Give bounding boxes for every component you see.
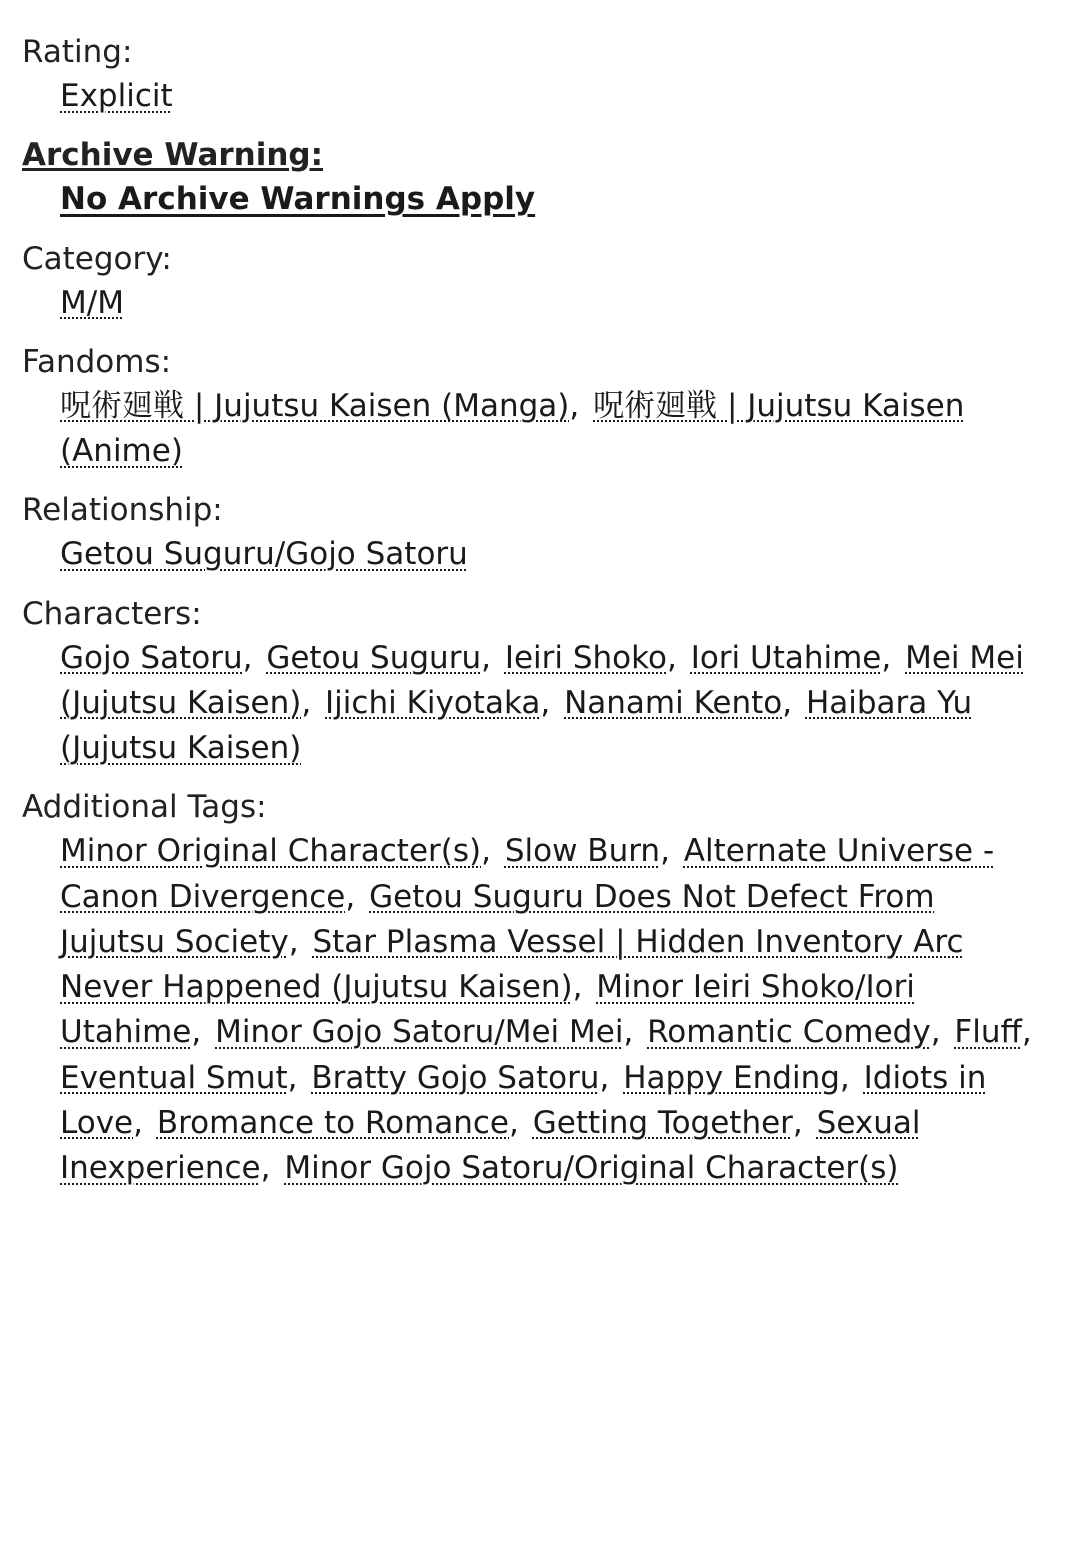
tag-separator: , [287, 1059, 302, 1096]
tag-separator: , [191, 1014, 206, 1051]
tag-link[interactable]: Iori Utahime [690, 639, 882, 676]
tag-separator: , [260, 1150, 275, 1187]
meta-values-fandoms [22, 384, 1048, 475]
meta-group-fandoms [22, 340, 1048, 475]
tag-separator: , [540, 684, 555, 721]
tag-link[interactable]: Gojo Satoru [60, 639, 243, 676]
tag-link[interactable]: Ijichi Kiyotaka [325, 684, 541, 721]
meta-label-relationship: Relationship: [22, 492, 223, 529]
tag-separator: , [839, 1059, 854, 1096]
meta-group-characters [22, 592, 1048, 772]
tag-link[interactable]: Romantic Comedy [647, 1014, 931, 1051]
tag-separator: , [792, 1104, 807, 1141]
tag-separator: , [1021, 1014, 1036, 1051]
tag-link[interactable]: Ieiri Shoko [504, 639, 667, 676]
tag-link[interactable]: Sexual Inexperience [60, 1104, 921, 1187]
tag-link[interactable]: Nanami Kento [564, 684, 783, 721]
tag-separator: , [782, 684, 797, 721]
meta-label-additional-tags: Additional Tags: [22, 789, 267, 826]
tag-separator: , [133, 1104, 147, 1141]
tag-link[interactable]: Alternate Universe - Canon Divergence [60, 833, 995, 915]
tag-separator: , [242, 639, 257, 676]
tag-separator: , [660, 833, 674, 870]
meta-label-rating: Rating: [22, 34, 133, 70]
tag-link[interactable]: No Archive Warnings Apply [60, 181, 536, 218]
tag-link[interactable]: M/M [60, 284, 124, 321]
tag-link[interactable]: Getting Together [532, 1104, 793, 1141]
tag-separator: , [345, 878, 360, 915]
tag-link[interactable]: Getou Suguru/Gojo Satoru [60, 536, 468, 573]
tag-link[interactable]: Minor Original Character(s) [60, 833, 482, 870]
meta-group-relationship [22, 488, 1048, 577]
tag-link[interactable]: Haibara Yu (Jujutsu Kaisen) [60, 684, 973, 767]
tag-separator: , [666, 639, 681, 676]
tag-link[interactable]: Star Plasma Vessel | Hidden Inventory Arc Never Happened (Jujutsu Kaisen) [60, 923, 964, 1006]
tag-separator: , [509, 1104, 523, 1141]
meta-group-archive-warning [22, 133, 1048, 222]
tag-link[interactable]: Slow Burn [504, 833, 661, 870]
meta-values-relationship [22, 532, 1048, 577]
meta-group-rating [22, 30, 1048, 119]
meta-group-additional-tags [22, 785, 1048, 1191]
tag-separator: , [569, 387, 584, 424]
tag-separator: , [288, 923, 303, 960]
tag-link[interactable]: Explicit [60, 78, 173, 115]
tag-separator: , [301, 684, 316, 721]
meta-group-category [22, 237, 1048, 326]
tag-link[interactable]: Idiots in Love [60, 1059, 987, 1141]
meta-values-additional-tags [22, 829, 1048, 1191]
tag-link[interactable]: Mei Mei (Jujutsu Kaisen) [60, 639, 1024, 721]
tag-link[interactable]: Eventual Smut [60, 1059, 288, 1096]
tag-separator: , [623, 1014, 638, 1051]
tag-link[interactable]: Bratty Gojo Satoru [311, 1059, 600, 1096]
meta-values-archive-warning [22, 177, 1048, 222]
tag-link[interactable]: Happy Ending [623, 1059, 840, 1096]
meta-label-characters: Characters: [22, 595, 202, 632]
meta-values-category [22, 281, 1048, 326]
tag-separator: , [572, 969, 587, 1006]
tag-link[interactable]: Minor Ieiri Shoko/Iori Utahime [60, 969, 915, 1051]
tag-link[interactable]: Getou Suguru Does Not Defect From Jujutsu Society [60, 878, 935, 960]
meta-label-archive-warning: Archive Warning: [22, 137, 324, 174]
tag-separator: , [881, 639, 896, 676]
tag-link[interactable]: Minor Gojo Satoru/Original Character(s) [284, 1150, 899, 1187]
tag-link[interactable]: Getou Suguru [266, 639, 482, 676]
tag-link[interactable]: 呪術廻戦 | Jujutsu Kaisen (Manga) [60, 387, 570, 424]
tag-link[interactable]: Bromance to Romance [156, 1104, 509, 1141]
meta-label-fandoms: Fandoms: [22, 343, 172, 380]
tag-separator: , [599, 1059, 614, 1096]
tag-separator: , [481, 833, 495, 870]
meta-label-category: Category: [22, 240, 172, 277]
tag-link[interactable]: Minor Gojo Satoru/Mei Mei [215, 1014, 624, 1051]
tag-link[interactable]: Fluff [954, 1014, 1022, 1051]
tag-separator: , [481, 639, 495, 676]
tag-link[interactable]: 呪術廻戦 | Jujutsu Kaisen (Anime) [60, 387, 965, 470]
meta-values-rating [22, 74, 1048, 119]
meta-values-characters [22, 636, 1048, 772]
tag-separator: , [930, 1014, 945, 1051]
